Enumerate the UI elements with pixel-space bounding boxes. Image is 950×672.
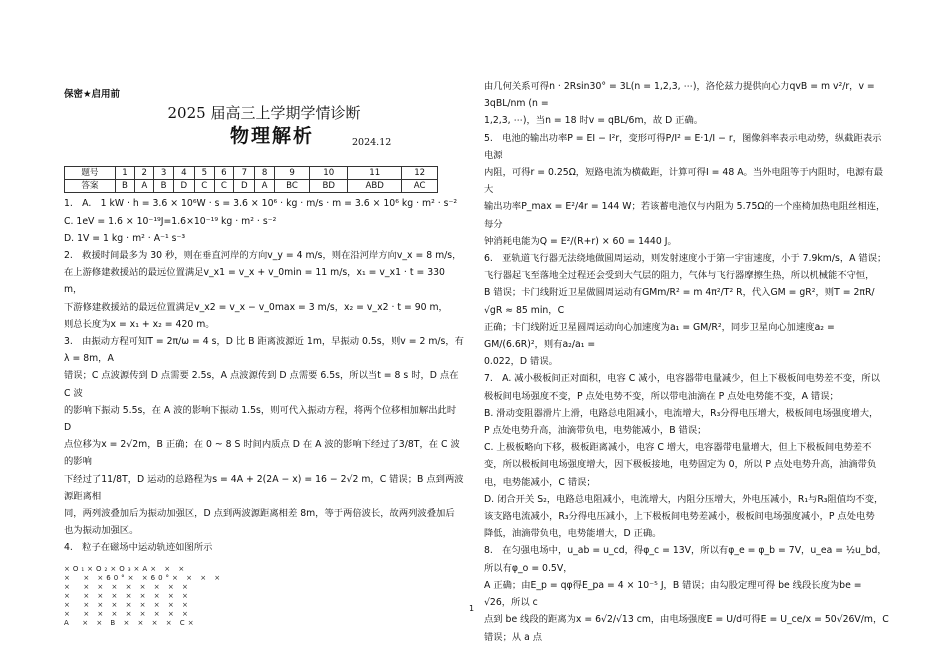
solution-line: 也为振动加强区。 [64, 525, 139, 537]
answer-cell: B [115, 180, 134, 193]
answer-table-answer-row [65, 180, 438, 193]
solution-line: D. 1V = 1 kg · m² · A⁻¹ s⁻³ [64, 232, 186, 244]
solution-line: 0.022，D 错误。 [484, 356, 558, 368]
solution-line: 6. 亚轨道飞行器无法绕地做圆周运动，则发射速度小于第一宇宙速度，小于 7.9km/s，A 错误； [484, 253, 887, 265]
solution-line: 正确；卡门线附近卫星圆周运动向心加速度为a₁ = GM/R²，同步卫星向心加速度a₂ = GM/(6.6R)²，则有a₂/a₁ = [484, 321, 835, 351]
document-date: 2024.12 [352, 137, 392, 149]
solution-line: 错误；C 点波源传到 D 点需要 2.5s，A 点波源传到 D 点需要 6.5s，所以当t = 8 s 时，D 点在 C 波 [64, 370, 459, 399]
solution-line: C. 上极板略向下移，极板距离减小，电容 C 增大，电容器带电量增大，但上下极板间电势差不 [484, 442, 872, 454]
solution-line: 内阻，可得r = 0.25Ω，短路电流为横截距，计算可得I = 48 A。当外电阻等于内阻时，电源有最大 [484, 167, 884, 196]
question-number-cell: 2 [135, 167, 154, 180]
question-number-cell: 8 [255, 167, 274, 180]
solution-line: D. 闭合开关 S₂，电路总电阻减小，电流增大，内阻分压增大，外电压减小，R₁与R₃阻值均不变， [484, 493, 884, 505]
solution-line: B 错误；卡门线附近卫星做圆周运动有GMm/R² = m 4π²/T² R，代入GM = gR²，则T = 2πR/√gR ≈ 85 min，C [484, 287, 875, 316]
answer-cell: 答案 [65, 180, 116, 193]
solution-line: 7. A. 减小极板间正对面积，电容 C 减小，电容器带电量减少，但上下极板间电势差不变，所以 [484, 373, 880, 385]
solution-line: 5. 电池的输出功率P = EI − I²r，变形可得P/I² = E·1/I − r，图像斜率表示电动势，纵截距表示电源 [484, 132, 882, 161]
magnetic-field-figure [64, 559, 224, 627]
solution-line: 降低，油滴带负电，电势能增大，D 正确。 [484, 528, 662, 540]
solution-line: 该支路电流减小，R₃分得电压减小，上下极板间电势差减小，极板间电场强度减小，P 点处电势 [484, 511, 875, 523]
page-number: 1 [469, 604, 475, 613]
solution-line: 的影响下振动 5.5s，在 A 波的影响下振动 1.5s，则可代入振动方程，将两个位移相加解出此时 D [64, 404, 457, 434]
solution-line: C. 1eV = 1.6 × 10⁻¹⁹J=1.6×10⁻¹⁹ kg · m² · s⁻² [64, 215, 277, 227]
answer-table-header-row [65, 167, 438, 180]
solution-line: 由几何关系可得n · 2Rsin30° = 3L(n = 1,2,3, ⋯)，洛伦兹力提供向心力qvB = m v²/r，v = 3qBL/nm (n = [484, 81, 875, 110]
question-number-cell: 5 [195, 167, 215, 180]
solution-line: A 正确；由E_p = qφ得E_pa = 4 × 10⁻⁵ J，B 错误；由勾股定理可得 be 线段长度为be = √26，所以 c [484, 579, 862, 609]
solution-line: B. 滑动变阻器滑片上滑，电路总电阻减小，电流增大，R₃分得电压增大，极板间电场强度增大， [484, 407, 879, 419]
solution-line: 电，电势能减小，C 错误； [484, 476, 596, 488]
solution-line: 4. 粒子在磁场中运动轨迹如图所示 [64, 542, 213, 554]
answer-cell: A [255, 180, 274, 193]
question-number-cell: 11 [348, 167, 402, 180]
figure-grid-text: ×O₁×O₂×O₃×A× × × × × ×60°× ×60°× × × × × × × × × × × × × × × × × × × × × × × × × × × × × × × × × × × × × × × × A × × B × × × × C× [64, 564, 224, 627]
solution-line: 2. 救援时间最多为 30 秒，则在垂直河岸的方向v_y = 4 m/s，则在沿河岸方向v_x = 8 m/s， [64, 250, 462, 262]
answer-cell: C [214, 180, 234, 193]
document-title: 2025 届高三上学期学情诊断 [167, 104, 361, 123]
solution-line: 1,2,3, ⋯)，当n = 18 时v = qBL/6m，故 D 正确。 [484, 115, 704, 127]
solution-line: 钟消耗电能为Q = E²/(R+r) × 60 = 1440 J。 [484, 235, 677, 247]
solution-line: 同，两列波叠加后为振动加强区，D 点到两波源距离相差 8m，等于两倍波长，故两列波叠加后 [64, 508, 455, 520]
solution-line: 点到 be 线段的距离为x = 6√2/√13 cm，由电场强度E = U/d可得E = U_ce/x = 50√26V/m，C 错误；从 a 点 [484, 614, 889, 643]
question-number-cell: 4 [173, 167, 194, 180]
question-number-cell: 7 [234, 167, 255, 180]
question-number-cell: 6 [214, 167, 234, 180]
question-number-cell: 1 [115, 167, 134, 180]
answer-cell: BC [274, 180, 310, 193]
solution-line: 输出功率P_max = E²/4r = 144 W；若该蓄电池仅与内阻为 5.75Ω的一个座椅加热电阻丝相连，每分 [484, 201, 886, 230]
solution-line: 在上游修建救援站的最远位置满足v_x1 = v_x + v_0min = 11 m/s，x₁ = v_x1 · t = 330 m， [64, 267, 445, 296]
left-solution-text [64, 195, 464, 556]
answer-cell: D [234, 180, 255, 193]
answer-cell: C [195, 180, 215, 193]
question-number-cell: 题号 [65, 167, 116, 180]
solution-line: 3. 由振动方程可知T = 2π/ω = 4 s，D 比 B 距离波源近 1m，早振动 0.5s，则v = 2 m/s，有λ = 8m，A [64, 336, 464, 365]
subtitle-row [64, 125, 464, 160]
answer-cell: AC [402, 180, 438, 193]
question-number-cell: 3 [154, 167, 173, 180]
confidential-label: 保密★启用前 [64, 89, 121, 100]
document-subtitle: 物理解析 [230, 125, 315, 148]
answer-table [64, 166, 438, 193]
solution-line: P 点处电势升高，油滴带负电，电势能减小，B 错误； [484, 425, 707, 437]
answer-cell: ABD [348, 180, 402, 193]
solution-line: 点位移为x = 2√2m，B 正确；在 0 ~ 8 S 时间内质点 D 在 A 波的影响下经过了3/8T，在 C 波的影响 [64, 439, 460, 468]
solution-line: 飞行器起飞至落地全过程还会受到大气层的阻力，气体与飞行器摩擦生热，所以机械能不守恒， [484, 270, 875, 282]
question-number-cell: 9 [274, 167, 310, 180]
solution-line: 1. A. 1 kW · h = 3.6 × 10⁶W · s = 3.6 × 10⁶ · kg · m/s · m = 3.6 × 10⁶ kg · m² · s⁻² [64, 198, 458, 210]
answer-cell: D [173, 180, 194, 193]
solution-line: 8. 在匀强电场中，u_ab = u_cd，得φ_c = 13V，所以有φ_e = φ_b = 7V，u_ea = ½u_bd，所以有φ_o = 0.5V， [484, 545, 887, 574]
solution-line: 则总长度为x = x₁ + x₂ = 420 m。 [64, 318, 215, 330]
answer-cell: BD [310, 180, 348, 193]
solution-line: 下经过了11/8T，D 运动的总路程为s = 4A + 2(2A − x) = 16 − 2√2 m，C 错误；B 点到两波源距离相 [64, 473, 464, 502]
left-column [64, 86, 464, 627]
answer-cell: A [135, 180, 154, 193]
solution-line: 极板间电场强度不变，P 点处电势不变，所以带电油滴在 P 点处电势能不变，A 错误； [484, 390, 839, 402]
question-number-cell: 10 [310, 167, 348, 180]
solution-line: 变，所以极板间电场强度增大，因下极板接地，电势固定为 0，所以 P 点处电势升高，油滴带负 [484, 459, 877, 471]
answer-cell: B [154, 180, 173, 193]
question-number-cell: 12 [402, 167, 438, 180]
right-column [484, 78, 890, 646]
right-solution-text [484, 78, 890, 646]
solution-line: 下游修建救援站的最远位置满足v_x2 = v_x − v_0max = 3 m/s，x₂ = v_x2 · t = 90 m， [64, 301, 448, 313]
